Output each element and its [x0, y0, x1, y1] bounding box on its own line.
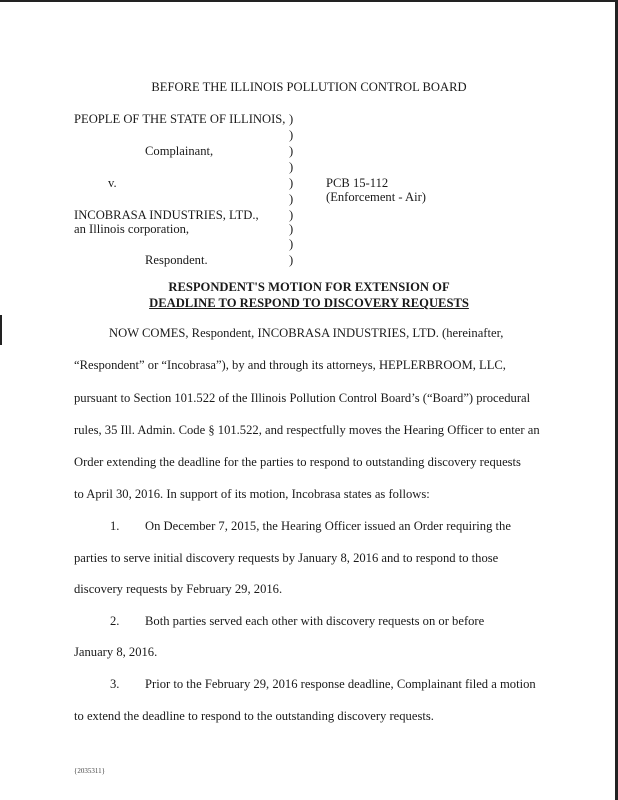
paragraph-number: 2.: [110, 614, 120, 628]
scan-edge-top: [0, 0, 618, 2]
caption-paren: ): [289, 222, 294, 236]
intro-line: “Respondent” or “Incobrasa”), by and through its attorneys, HEPLERBROOM, LLC,: [74, 358, 506, 372]
caption-paren: ): [289, 144, 294, 158]
caption-plaintiff: PEOPLE OF THE STATE OF ILLINOIS,: [74, 112, 286, 126]
para3-line: to extend the deadline to respond to the outstanding discovery requests.: [74, 709, 434, 723]
caption-paren: ): [289, 237, 294, 251]
motion-title-line1: RESPONDENT'S MOTION FOR EXTENSION OF: [168, 280, 450, 294]
intro-line: rules, 35 Ill. Admin. Code § 101.522, and respectfully moves the Hearing Officer to enter an: [74, 423, 540, 437]
case-number: PCB 15-112: [326, 176, 389, 190]
caption-paren: ): [289, 192, 294, 206]
intro-line: NOW COMES, Respondent, INCOBRASA INDUSTRIES, LTD. (hereinafter,: [109, 326, 504, 340]
footer-doc-id: {2035311}: [74, 767, 105, 775]
caption-paren: ): [289, 253, 294, 267]
para1-line: discovery requests by February 29, 2016.: [74, 582, 283, 596]
intro-line: to April 30, 2016. In support of its motion, Incobrasa states as follows:: [74, 487, 430, 501]
caption-paren: ): [289, 128, 294, 142]
case-type: (Enforcement - Air): [326, 190, 427, 204]
caption-defendant: INCOBRASA INDUSTRIES, LTD.,: [74, 208, 259, 222]
motion-title-line2: DEADLINE TO RESPOND TO DISCOVERY REQUESTS: [149, 296, 469, 310]
intro-line: Order extending the deadline for the parties to respond to outstanding discovery requests: [74, 455, 521, 469]
caption-plaintiff-role: Complainant,: [145, 144, 214, 158]
paragraph-number: 1.: [110, 519, 120, 533]
caption-defendant-role: Respondent.: [145, 253, 208, 267]
caption-versus: v.: [108, 176, 117, 190]
para1-line: On December 7, 2015, the Hearing Officer issued an Order requiring the: [145, 519, 511, 533]
caption-paren: ): [289, 208, 294, 222]
court-heading: BEFORE THE ILLINOIS POLLUTION CONTROL BOARD: [151, 80, 467, 94]
para2-line: January 8, 2016.: [74, 645, 158, 659]
caption-defendant-desc: an Illinois corporation,: [74, 222, 190, 236]
intro-line: pursuant to Section 101.522 of the Illinois Pollution Control Board’s (“Board”) procedural: [74, 391, 531, 405]
para2-line: Both parties served each other with discovery requests on or before: [145, 614, 485, 628]
caption-paren: ): [289, 160, 294, 174]
para3-line: Prior to the February 29, 2016 response deadline, Complainant filed a motion: [145, 677, 536, 691]
para1-line: parties to serve initial discovery requests by January 8, 2016 and to respond to those: [74, 551, 499, 565]
scan-edge-left: [0, 315, 2, 345]
caption-paren: ): [289, 112, 294, 126]
paragraph-number: 3.: [110, 677, 120, 691]
caption-paren: ): [289, 176, 294, 190]
